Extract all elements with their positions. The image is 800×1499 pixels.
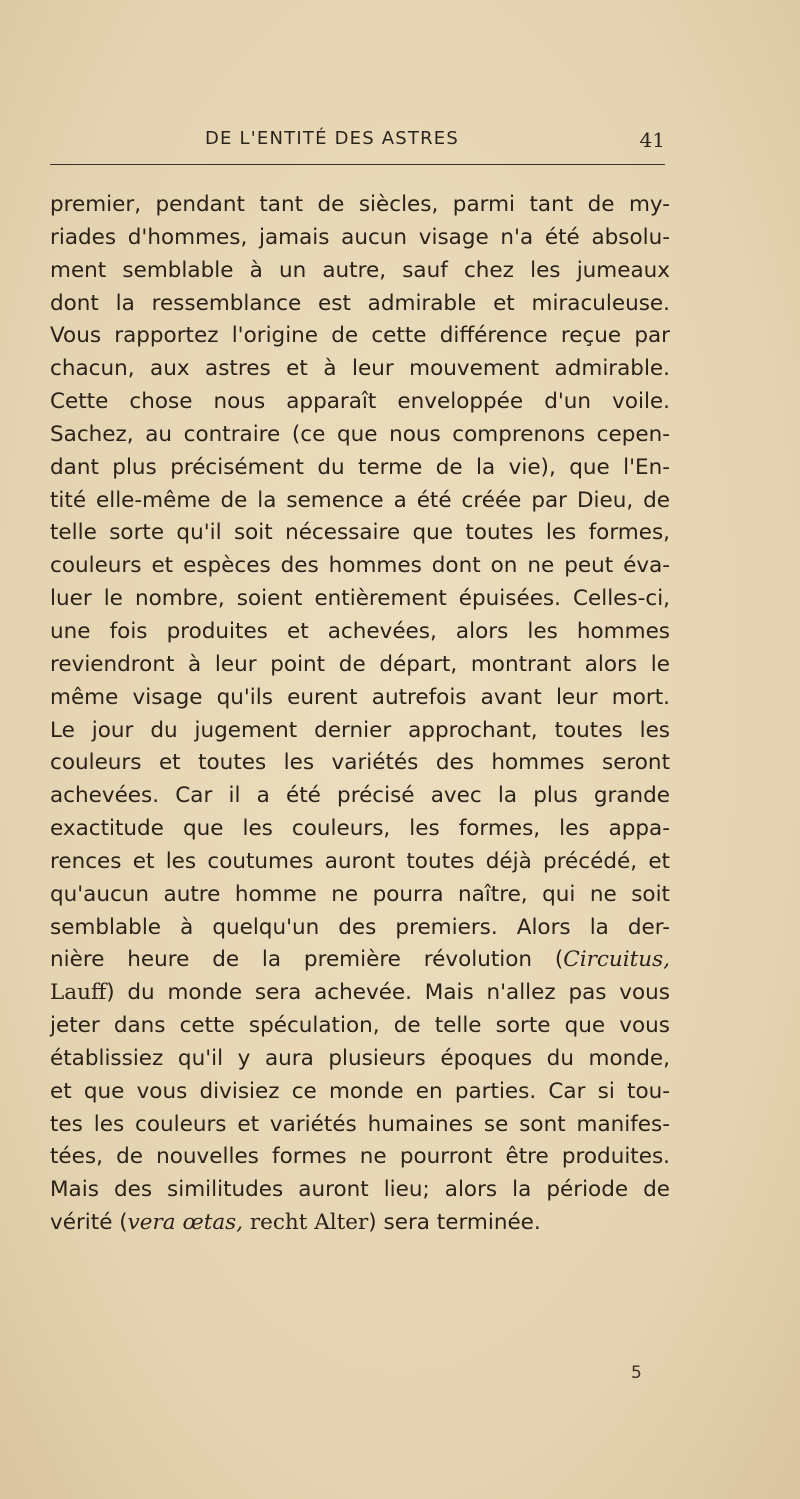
text-run: ) sera terminée. [368,1210,541,1236]
text-line: Cette chose nous apparaît enveloppée d'un voile. [50,389,670,415]
body-text [50,189,670,1240]
page-number: 41 [639,128,665,152]
fraktur-word: Lauff [50,980,107,1006]
text-line: semblable à quelqu'un des premiers. Alors la der- [50,914,670,940]
text-line: dant plus précisément du terme de la vie), que l'En- [50,454,670,480]
text-line: riades d'hommes, jamais aucun visage n'a été absolu- [50,224,670,250]
text-line: nière heure de la première révolution (Circuitus, [50,947,670,973]
text-line-frak [50,977,670,1010]
header-rule [50,164,665,165]
text-line: jeter dans cette spéculation, de telle sorte que vous [50,1013,670,1039]
text-line: qu'aucun autre homme ne pourra naître, qui ne soit [50,881,670,907]
text-line: établissiez qu'il y aura plusieurs époques du monde, [50,1045,670,1071]
text-line: exactitude que les couleurs, les formes, les appa- [50,816,670,842]
text-line: premier, pendant tant de siècles, parmi tant de my- [50,192,670,217]
text-line: telle sorte qu'il soit nécessaire que toutes les formes, [50,520,670,546]
text-line: rences et les coutumes auront toutes déjà précédé, et [50,848,670,874]
text-line: tes les couleurs et variétés humaines se sont manifes- [50,1111,670,1137]
text-line: couleurs et toutes les variétés des hommes seront [50,750,670,776]
text-line: achevées. Car il a été précisé avec la plus grande [50,783,670,809]
text-line: reviendront à leur point de départ, montrant alors le [50,651,670,677]
text-line: tité elle-même de la semence a été créée par Dieu, de [50,487,670,513]
text-line: Le jour du jugement dernier approchant, toutes les [50,717,670,743]
text-line: couleurs et espèces des hommes dont on ne peut éva- [50,553,670,579]
text-line: Vous rapportez l'origine de cette différence reçue par [50,323,670,349]
text-line: tées, de nouvelles formes ne pourront être produites. [50,1144,670,1170]
text-line: une fois produites et achevées, alors les hommes [50,618,670,644]
fraktur-phrase: recht Alter [243,1210,369,1236]
text-line: Sachez, au contraire (ce que nous comprenons cepen- [50,421,670,447]
text-line: et que vous divisiez ce monde en parties. Car si tou- [50,1078,670,1104]
signature-mark: 5 [631,1363,642,1383]
text-run: ) du monde sera achevée. Mais n'allez pas vous [106,980,670,1006]
latin-word: Circuitus, [563,947,670,973]
text-line: même visage qu'ils eurent autrefois avant leur mort. [50,684,670,710]
text-line: dont la ressemblance est admirable et miraculeuse. [50,290,670,316]
latin-phrase: vera œtas, [127,1210,244,1236]
text-line: chacun, aux astres et à leur mouvement admirable. [50,356,670,382]
running-header [50,128,665,158]
text-line-last [50,1207,670,1240]
text-line: ment semblable à un autre, sauf chez les jumeaux [50,257,670,283]
text-line: luer le nombre, soient entièrement épuisées. Celles-ci, [50,586,670,612]
text-line: Mais des similitudes auront lieu; alors la période de [50,1177,670,1203]
text-run: vérité ( [50,1210,128,1236]
running-title: DE L'ENTITÉ DES ASTRES [205,128,459,149]
